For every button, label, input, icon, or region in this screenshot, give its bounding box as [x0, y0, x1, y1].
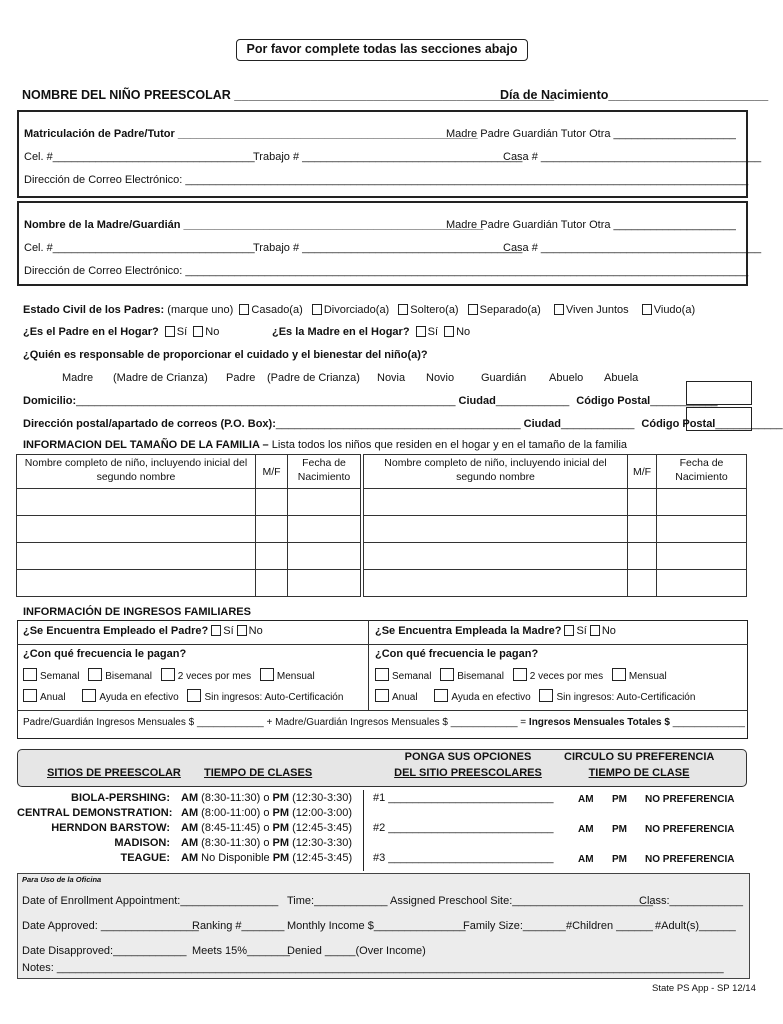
no-label: No: [248, 625, 263, 637]
page-header: Por favor complete todas las secciones abajo: [236, 39, 528, 61]
pref-am-3[interactable]: AM: [578, 854, 594, 865]
checkbox-twice-monthly[interactable]: [513, 668, 527, 681]
col-name: Nombre completo de niño, incluyendo inicial del segundo nombre: [364, 455, 628, 489]
checkbox-widowed[interactable]: [642, 304, 652, 315]
option-weekly: Semanal: [40, 671, 80, 682]
option-monthly: Mensual: [628, 671, 667, 682]
pref-pm-3[interactable]: PM: [612, 854, 627, 865]
pref-none-2[interactable]: NO PREFERENCIA: [645, 824, 735, 835]
option-divorced: Divorciado(a): [323, 304, 390, 316]
checkbox-married[interactable]: [239, 304, 249, 315]
mother-employed-row: [375, 625, 616, 637]
divider: [368, 620, 369, 710]
domicile-label: Domicilio:: [23, 395, 77, 407]
father-work-field[interactable]: Trabajo # ____________________________________: [253, 151, 523, 163]
father-cell-field[interactable]: Cel. #_________________________________: [24, 151, 255, 163]
pref-am-2[interactable]: AM: [578, 824, 594, 835]
divider: [363, 790, 364, 871]
children-count-field[interactable]: #Children ______: [566, 920, 653, 932]
po-line: ________________________________________: [275, 418, 521, 430]
checkbox-no-income[interactable]: [187, 689, 201, 702]
checkbox-no-income[interactable]: [539, 689, 553, 702]
mother-in-home-row: [272, 326, 470, 338]
assigned-site-field[interactable]: Assigned Preschool Site:_______________________: [390, 895, 653, 907]
form-id-footer: State PS App - SP 12/14: [652, 983, 756, 994]
checkbox-twice-monthly[interactable]: [161, 668, 175, 681]
city-label: Ciudad: [458, 395, 496, 407]
choice-heading-2: DEL SITIO PREESCOLARES: [394, 767, 542, 779]
po-label: Dirección postal/apartado de correos (P.O. Box):: [23, 418, 276, 430]
option-twice-monthly: 2 veces por mes: [529, 671, 604, 682]
pref-none-1[interactable]: NO PREFERENCIA: [645, 794, 735, 805]
option-married: Casado(a): [251, 304, 303, 316]
responsible-question: ¿Quién es responsable de proporcionar el cuidado y el bienestar del niño(a)?: [23, 349, 428, 361]
checkbox-father-employed-no[interactable]: [237, 625, 247, 636]
col-mf: M/F: [256, 455, 288, 489]
choice-3-field[interactable]: #3 ___________________________: [373, 852, 554, 864]
father-frequency-options-2: [23, 689, 343, 703]
site-time: AM (8:00-11:00) o PM (12:00-3:00): [181, 807, 353, 819]
yes-label: Sí: [427, 326, 439, 338]
option-living-together: Viven Juntos: [565, 304, 629, 316]
checkbox-father-employed-yes[interactable]: [211, 625, 221, 636]
mother-role-field[interactable]: Madre Padre Guardián Tutor Otra ____________________: [446, 219, 736, 231]
checkbox-monthly[interactable]: [612, 668, 626, 681]
checkbox-annual[interactable]: [23, 689, 37, 702]
marital-label: Estado Civil de los Padres:: [23, 304, 165, 316]
po-box-row[interactable]: [23, 418, 783, 430]
checkbox-single[interactable]: [398, 304, 408, 315]
zip-label: Código Postal: [576, 395, 651, 407]
father-name-field[interactable]: Matriculación de Padre/Tutor _________________________________________________: [24, 128, 478, 140]
date-disapproved-field[interactable]: Date Disapproved:____________: [22, 945, 187, 957]
monthly-income-field[interactable]: Monthly Income $_______________: [287, 920, 466, 932]
site-time: AM (8:30-11:30) o PM (12:30-3:30): [181, 837, 353, 849]
table-row[interactable]: [364, 543, 747, 570]
responsible-father[interactable]: Padre: [226, 372, 256, 384]
yes-label: Sí: [576, 625, 587, 637]
site-name: MADISON:: [114, 837, 170, 849]
meets-15-field[interactable]: Meets 15%_______: [192, 945, 290, 957]
option-biweekly: Bisemanal: [457, 671, 504, 682]
option-monthly: Mensual: [276, 671, 315, 682]
checkbox-biweekly[interactable]: [440, 668, 454, 681]
checkbox-mother-home-no[interactable]: [444, 326, 454, 337]
option-single: Soltero(a): [410, 304, 459, 316]
divider: [17, 710, 748, 711]
option-no-income: Sin ingresos: Auto-Certificación: [556, 692, 696, 703]
option-biweekly: Bisemanal: [105, 671, 152, 682]
divider: [17, 644, 748, 645]
father-email-field[interactable]: Dirección de Correo Electrónico: ____________________________________________________________________________________________: [24, 174, 749, 186]
table-row[interactable]: [17, 543, 361, 570]
income-total-label: Ingresos Mensuales Totales $: [528, 717, 670, 728]
family-subtitle: Lista todos los niños que residen en el hogar y en el tamaño de la familia: [271, 439, 628, 451]
checkbox-father-home-yes[interactable]: [165, 326, 175, 337]
col-dob: Fecha de Nacimiento: [657, 455, 747, 489]
site-name: BIOLA-PERSHING:: [71, 792, 170, 804]
site-name: HERNDON BARSTOW:: [51, 822, 170, 834]
marital-status-row: [23, 304, 695, 316]
pref-pm-1[interactable]: PM: [612, 794, 627, 805]
mother-email-field[interactable]: Dirección de Correo Electrónico: ____________________________________________________________________________________________: [24, 265, 749, 277]
ranking-field[interactable]: Ranking #_______: [192, 920, 285, 932]
mother-name-field[interactable]: Nombre de la Madre/Guardián _________________________________________________: [24, 219, 484, 231]
responsible-grandmother[interactable]: Abuela: [604, 372, 639, 384]
checkbox-living-together[interactable]: [554, 304, 564, 315]
father-frequency-label: ¿Con qué frecuencia le pagan?: [23, 648, 187, 660]
site-name: TEAGUE:: [120, 852, 170, 864]
domicile-line: ______________________________________________________________: [76, 395, 456, 407]
monthly-income-totals[interactable]: [23, 717, 745, 728]
option-no-income: Sin ingresos: Auto-Certificación: [204, 692, 344, 703]
family-size-field[interactable]: Family Size:_______: [463, 920, 566, 932]
checkbox-cash-aid[interactable]: [82, 689, 96, 702]
responsible-boyfriend[interactable]: Novio: [426, 372, 455, 384]
date-approved-field[interactable]: Date Approved: ________________: [22, 920, 199, 932]
family-title-row: [23, 439, 627, 451]
zip-label: Código Postal: [641, 418, 716, 430]
sites-heading: SITIOS DE PREESCOLAR: [47, 767, 181, 779]
option-separated: Separado(a): [479, 304, 541, 316]
checkbox-mother-employed-yes[interactable]: [564, 625, 574, 636]
col-dob: Fecha de Nacimiento: [288, 455, 361, 489]
responsible-grandfather[interactable]: Abuelo: [549, 372, 584, 384]
checkbox-cash-aid[interactable]: [434, 689, 448, 702]
checkbox-mother-employed-no[interactable]: [590, 625, 600, 636]
income-title: INFORMACIÓN DE INGRESOS FAMILIARES: [23, 606, 251, 618]
responsible-mother[interactable]: Madre: [62, 372, 94, 384]
mother-cell-field[interactable]: Cel. #_________________________________: [24, 242, 255, 254]
zip-line: ___________: [715, 418, 783, 430]
father-frequency-options: [23, 668, 315, 682]
responsible-girlfriend[interactable]: Novia: [377, 372, 406, 384]
city-line: ____________: [560, 418, 635, 430]
family-title: INFORMACION DEL TAMAÑO DE LA FAMILIA –: [23, 439, 269, 451]
responsible-guardian[interactable]: Guardián: [481, 372, 527, 384]
checkbox-monthly[interactable]: [260, 668, 274, 681]
col-name: Nombre completo de niño, incluyendo inicial del segundo nombre: [17, 455, 256, 489]
father-home-field[interactable]: Casa # ____________________________________: [503, 151, 762, 163]
city-line: ____________: [495, 395, 570, 407]
pref-am-1[interactable]: AM: [578, 794, 594, 805]
choice-2-field[interactable]: #2 ___________________________: [373, 822, 554, 834]
responsible-foster-mother[interactable]: (Madre de Crianza): [113, 372, 208, 384]
checkbox-annual[interactable]: [375, 689, 389, 702]
notes-field[interactable]: Notes: _____________________________________________________________________________________________________________: [22, 962, 724, 974]
father-role-field[interactable]: Madre Padre Guardián Tutor Otra ____________________: [446, 128, 736, 140]
adults-count-field[interactable]: #Adult(s)______: [655, 920, 736, 932]
site-time: AM (8:45-11:45) o PM (12:45-3:45): [181, 822, 353, 834]
checkbox-divorced[interactable]: [312, 304, 322, 315]
preference-heading-1: CIRCULO SU PREFERENCIA: [564, 751, 715, 763]
site-time: AM (8:30-11:30) o PM (12:30-3:30): [181, 792, 353, 804]
option-widowed: Viudo(a): [653, 304, 696, 316]
domicile-row[interactable]: [23, 395, 718, 407]
table-row[interactable]: [17, 489, 361, 516]
marital-hint: (marque uno): [167, 304, 234, 316]
child-name-field[interactable]: NOMBRE DEL NIÑO PREESCOLAR ______________________________________________: [22, 88, 555, 102]
site-name: CENTRAL DEMONSTRATION:: [17, 807, 173, 819]
checkbox-biweekly[interactable]: [88, 668, 102, 681]
option-annual: Anual: [392, 692, 418, 703]
denied-field[interactable]: Denied _____(Over Income): [287, 945, 426, 957]
preference-heading-2: TIEMPO DE CLASE: [588, 767, 690, 779]
city-label: Ciudad: [523, 418, 561, 430]
time-field[interactable]: Time:____________: [287, 895, 388, 907]
mother-frequency-options-2: [375, 689, 695, 703]
table-row[interactable]: [364, 516, 747, 543]
checkbox-father-home-no[interactable]: [193, 326, 203, 337]
father-employed-row: [23, 625, 263, 637]
mother-frequency-options: [375, 668, 667, 682]
zip-line: ___________: [650, 395, 718, 407]
yes-label: Sí: [223, 625, 234, 637]
child-dob-field[interactable]: Día de Nacimiento_______________________: [500, 88, 769, 102]
option-cash-aid: Ayuda en efectivo: [451, 692, 531, 703]
option-twice-monthly: 2 veces por mes: [177, 671, 252, 682]
income-totals-text: Padre/Guardián Ingresos Mensuales $ ____________ + Madre/Guardián Ingresos Mensuales $ ____________ =: [23, 717, 527, 728]
pref-pm-2[interactable]: PM: [612, 824, 627, 835]
checkbox-weekly[interactable]: [23, 668, 37, 681]
checkbox-separated[interactable]: [468, 304, 478, 315]
no-label: No: [205, 326, 220, 338]
enrollment-date-field[interactable]: Date of Enrollment Appointment:________________: [22, 895, 279, 907]
office-label: Para Uso de la Oficina: [22, 875, 102, 884]
yes-label: Sí: [176, 326, 188, 338]
mother-in-home-label: ¿Es la Madre en el Hogar?: [272, 326, 410, 338]
family-table-right: [363, 454, 747, 597]
father-in-home-label: ¿Es el Padre en el Hogar?: [23, 326, 159, 338]
family-table-left: [16, 454, 361, 597]
no-label: No: [601, 625, 616, 637]
father-in-home-row: [23, 326, 219, 338]
pref-none-3[interactable]: NO PREFERENCIA: [645, 854, 735, 865]
mother-frequency-label: ¿Con qué frecuencia le pagan?: [375, 648, 539, 660]
time-heading: TIEMPO DE CLASES: [204, 767, 313, 779]
table-row[interactable]: [17, 516, 361, 543]
col-mf: M/F: [628, 455, 657, 489]
responsible-foster-father[interactable]: (Padre de Crianza): [267, 372, 360, 384]
choice-heading-1: PONGA SUS OPCIONES: [404, 751, 532, 763]
no-label: No: [456, 326, 471, 338]
income-total-line: _____________: [672, 717, 745, 728]
option-cash-aid: Ayuda en efectivo: [99, 692, 179, 703]
checkbox-weekly[interactable]: [375, 668, 389, 681]
option-annual: Anual: [40, 692, 66, 703]
choice-1-field[interactable]: #1 ___________________________: [373, 792, 554, 804]
checkbox-mother-home-yes[interactable]: [416, 326, 426, 337]
father-employed-label: ¿Se Encuentra Empleado el Padre?: [23, 625, 209, 637]
mother-employed-label: ¿Se Encuentra Empleada la Madre?: [375, 625, 562, 637]
mother-work-field[interactable]: Trabajo # ____________________________________: [253, 242, 523, 254]
mother-home-field[interactable]: Casa # ____________________________________: [503, 242, 762, 254]
site-time: AM No Disponible PM (12:45-3:45): [181, 852, 353, 864]
table-row[interactable]: [17, 570, 361, 597]
table-row[interactable]: [364, 570, 747, 597]
option-weekly: Semanal: [392, 671, 432, 682]
class-field[interactable]: Class:____________: [639, 895, 743, 907]
table-row[interactable]: [364, 489, 747, 516]
